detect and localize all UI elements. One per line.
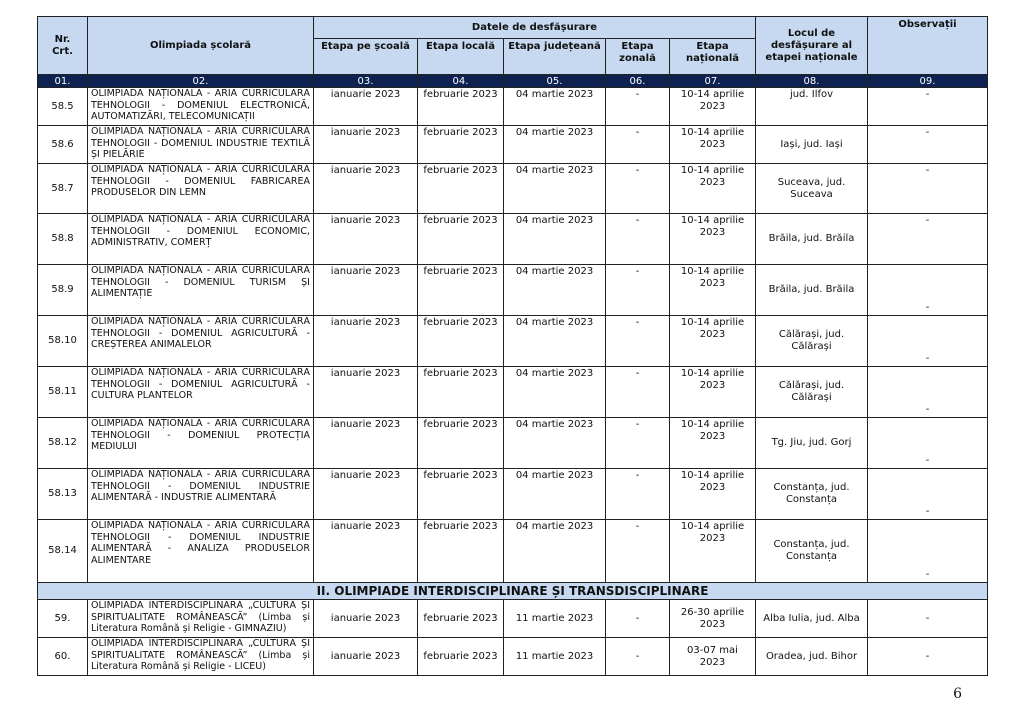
olympiad-name: OLIMPIADA NAȚIONALĂ - ARIA CURRICULARĂ TEHNOLOGII - DOMENIUL PROTECȚIA MEDIULUI [88,418,314,469]
table-row [38,88,988,126]
etapa-zonala-value: - [606,164,670,214]
location-value: Constanța, jud. Constanța [756,469,868,520]
observations-value: - [868,88,988,126]
observations-value: - [868,600,988,638]
etapa-locala-value: februarie 2023 [418,418,504,469]
column-number: 08. [756,75,868,88]
etapa-nationala-value: 10-14 aprilie 2023 [670,88,756,126]
olympiad-name: OLIMPIADA INTERDISCIPLINARĂ „CULTURĂ ȘI SPIRITUALITATE ROMÂNEASCĂ” (Limba și Literatura Română și Religie - GIMNAZIU) [88,600,314,638]
row-number: 58.9 [38,265,88,316]
etapa-zonala-value: - [606,367,670,418]
etapa-locala-value: februarie 2023 [418,164,504,214]
etapa-locala-value: februarie 2023 [418,214,504,265]
etapa-judeteana-value: 04 martie 2023 [504,126,606,164]
table-row [38,520,988,583]
olympiad-name: OLIMPIADA NAȚIONALĂ - ARIA CURRICULARĂ TEHNOLOGII - DOMENIUL ECONOMIC, ADMINISTRATIV, COMERȚ [88,214,314,265]
etapa-locala-value: februarie 2023 [418,265,504,316]
row-number: 58.13 [38,469,88,520]
header-etapa-nationala: Etapa națională [670,39,756,75]
observations-value: - [868,214,988,265]
header-etapa-judeteana: Etapa județeană [504,39,606,75]
etapa-zonala-value: - [606,88,670,126]
location-value: Iași, jud. Iași [756,126,868,164]
table-row [38,469,988,520]
table-row [38,600,988,638]
etapa-nationala-value: 10-14 aprilie 2023 [670,316,756,367]
column-number: 04. [418,75,504,88]
olympiad-name: OLIMPIADA NAȚIONALĂ - ARIA CURRICULARĂ TEHNOLOGII - DOMENIUL TURISM ȘI ALIMENTAȚIE [88,265,314,316]
table-row [38,638,988,676]
header-etapa-scoala: Etapa pe școală [314,39,418,75]
etapa-scoala-value: ianuarie 2023 [314,367,418,418]
olympiad-name: OLIMPIADA NAȚIONALĂ - ARIA CURRICULARĂ TEHNOLOGII - DOMENIUL INDUSTRIE TEXTILĂ ȘI PIELĂRIE [88,126,314,164]
olympiad-name: OLIMPIADA NAȚIONALĂ - ARIA CURRICULARĂ TEHNOLOGII - DOMENIUL ELECTRONICĂ, AUTOMATIZĂRI, TELECOMUNICAȚII [88,88,314,126]
observations-value: - [868,367,988,418]
etapa-scoala-value: ianuarie 2023 [314,316,418,367]
table-row [38,418,988,469]
row-number: 59. [38,600,88,638]
location-value: Alba Iulia, jud. Alba [756,600,868,638]
observations-value: - [868,418,988,469]
olympiad-name: OLIMPIADA INTERDISCIPLINARĂ „CULTURĂ ȘI SPIRITUALITATE ROMÂNEASCĂ” (Limba și Literatura Română și Religie - LICEU) [88,638,314,676]
header-etapa-locala: Etapa locală [418,39,504,75]
column-number: 07. [670,75,756,88]
table-row [38,164,988,214]
location-value: Brăila, jud. Brăila [756,214,868,265]
etapa-scoala-value: ianuarie 2023 [314,520,418,583]
etapa-nationala-value: 10-14 aprilie 2023 [670,418,756,469]
etapa-judeteana-value: 04 martie 2023 [504,214,606,265]
observations-value: - [868,638,988,676]
header-nr: Nr. Crt. [38,17,88,75]
observations-value: - [868,469,988,520]
etapa-zonala-value: - [606,520,670,583]
etapa-scoala-value: ianuarie 2023 [314,214,418,265]
etapa-nationala-value: 10-14 aprilie 2023 [670,164,756,214]
etapa-scoala-value: ianuarie 2023 [314,126,418,164]
table-row [38,214,988,265]
etapa-locala-value: februarie 2023 [418,126,504,164]
etapa-scoala-value: ianuarie 2023 [314,469,418,520]
etapa-judeteana-value: 04 martie 2023 [504,520,606,583]
column-number: 02. [88,75,314,88]
row-number: 58.10 [38,316,88,367]
row-number: 58.7 [38,164,88,214]
header-olimpiada: Olimpiada școlară [88,17,314,75]
etapa-locala-value: februarie 2023 [418,88,504,126]
etapa-nationala-value: 10-14 aprilie 2023 [670,469,756,520]
etapa-zonala-value: - [606,418,670,469]
observations-value: - [868,520,988,583]
etapa-scoala-value: ianuarie 2023 [314,638,418,676]
etapa-locala-value: februarie 2023 [418,638,504,676]
etapa-zonala-value: - [606,600,670,638]
row-number: 58.14 [38,520,88,583]
row-number: 60. [38,638,88,676]
etapa-scoala-value: ianuarie 2023 [314,265,418,316]
location-value: Constanța, jud. Constanța [756,520,868,583]
location-value: Călărași, jud. Călărași [756,316,868,367]
etapa-judeteana-value: 04 martie 2023 [504,367,606,418]
etapa-judeteana-value: 04 martie 2023 [504,164,606,214]
olympiad-name: OLIMPIADA NAȚIONALĂ - ARIA CURRICULARĂ TEHNOLOGII - DOMENIUL INDUSTRIE ALIMENTARĂ - ANALIZA PRODUSELOR ALIMENTARE [88,520,314,583]
column-number: 05. [504,75,606,88]
location-value: Oradea, jud. Bihor [756,638,868,676]
etapa-nationala-value: 10-14 aprilie 2023 [670,265,756,316]
etapa-nationala-value: 10-14 aprilie 2023 [670,520,756,583]
table-row [38,126,988,164]
etapa-judeteana-value: 04 martie 2023 [504,88,606,126]
etapa-scoala-value: ianuarie 2023 [314,600,418,638]
etapa-zonala-value: - [606,214,670,265]
location-value: Suceava, jud. Suceava [756,164,868,214]
header-etapa-zonala: Etapa zonală [606,39,670,75]
table-row [38,316,988,367]
header-locul: Locul de desfășurare al etapei naționale [756,17,868,75]
etapa-zonala-value: - [606,638,670,676]
etapa-zonala-value: - [606,316,670,367]
etapa-zonala-value: - [606,469,670,520]
observations-value: - [868,265,988,316]
location-value: Tg. Jiu, jud. Gorj [756,418,868,469]
olympiad-name: OLIMPIADA NAȚIONALĂ - ARIA CURRICULARĂ TEHNOLOGII - DOMENIUL AGRICULTURĂ - CULTURA PLANTELOR [88,367,314,418]
column-number: 03. [314,75,418,88]
observations-value: - [868,126,988,164]
page-number: 6 [953,686,962,702]
table-row [38,367,988,418]
olympiad-name: OLIMPIADA NAȚIONALĂ - ARIA CURRICULARĂ TEHNOLOGII - DOMENIUL FABRICAREA PRODUSELOR DIN LEMN [88,164,314,214]
etapa-zonala-value: - [606,126,670,164]
etapa-locala-value: februarie 2023 [418,600,504,638]
etapa-nationala-value: 26-30 aprilie 2023 [670,600,756,638]
observations-value: - [868,164,988,214]
location-value: Brăila, jud. Brăila [756,265,868,316]
etapa-locala-value: februarie 2023 [418,469,504,520]
etapa-nationala-value: 10-14 aprilie 2023 [670,367,756,418]
row-number: 58.11 [38,367,88,418]
location-value: Călărași, jud. Călărași [756,367,868,418]
olympiad-name: OLIMPIADA NAȚIONALĂ - ARIA CURRICULARĂ TEHNOLOGII - DOMENIUL AGRICULTURĂ - CREȘTEREA ANIMALELOR [88,316,314,367]
etapa-judeteana-value: 04 martie 2023 [504,469,606,520]
row-number: 58.8 [38,214,88,265]
section-header-row [38,583,988,600]
row-number: 58.6 [38,126,88,164]
etapa-judeteana-value: 04 martie 2023 [504,265,606,316]
location-value: jud. Ilfov [756,88,868,126]
header-datele: Datele de desfășurare [314,17,756,39]
etapa-zonala-value: - [606,265,670,316]
etapa-locala-value: februarie 2023 [418,520,504,583]
etapa-judeteana-value: 04 martie 2023 [504,418,606,469]
header-observatii: Observații [868,17,988,75]
etapa-judeteana-value: 11 martie 2023 [504,600,606,638]
etapa-nationala-value: 03-07 mai 2023 [670,638,756,676]
table-row [38,265,988,316]
etapa-judeteana-value: 11 martie 2023 [504,638,606,676]
etapa-judeteana-value: 04 martie 2023 [504,316,606,367]
etapa-nationala-value: 10-14 aprilie 2023 [670,214,756,265]
olympiad-schedule-table [37,16,988,676]
etapa-locala-value: februarie 2023 [418,367,504,418]
column-number: 09. [868,75,988,88]
column-number: 06. [606,75,670,88]
etapa-scoala-value: ianuarie 2023 [314,88,418,126]
row-number: 58.5 [38,88,88,126]
column-number: 01. [38,75,88,88]
etapa-nationala-value: 10-14 aprilie 2023 [670,126,756,164]
observations-value: - [868,316,988,367]
row-number: 58.12 [38,418,88,469]
etapa-scoala-value: ianuarie 2023 [314,418,418,469]
etapa-locala-value: februarie 2023 [418,316,504,367]
section-title: II. OLIMPIADE INTERDISCIPLINARE ȘI TRANSDISCIPLINARE [38,583,988,600]
olympiad-name: OLIMPIADA NAȚIONALĂ - ARIA CURRICULARĂ TEHNOLOGII - DOMENIUL INDUSTRIE ALIMENTARĂ - INDUSTRIE ALIMENTARĂ [88,469,314,520]
etapa-scoala-value: ianuarie 2023 [314,164,418,214]
